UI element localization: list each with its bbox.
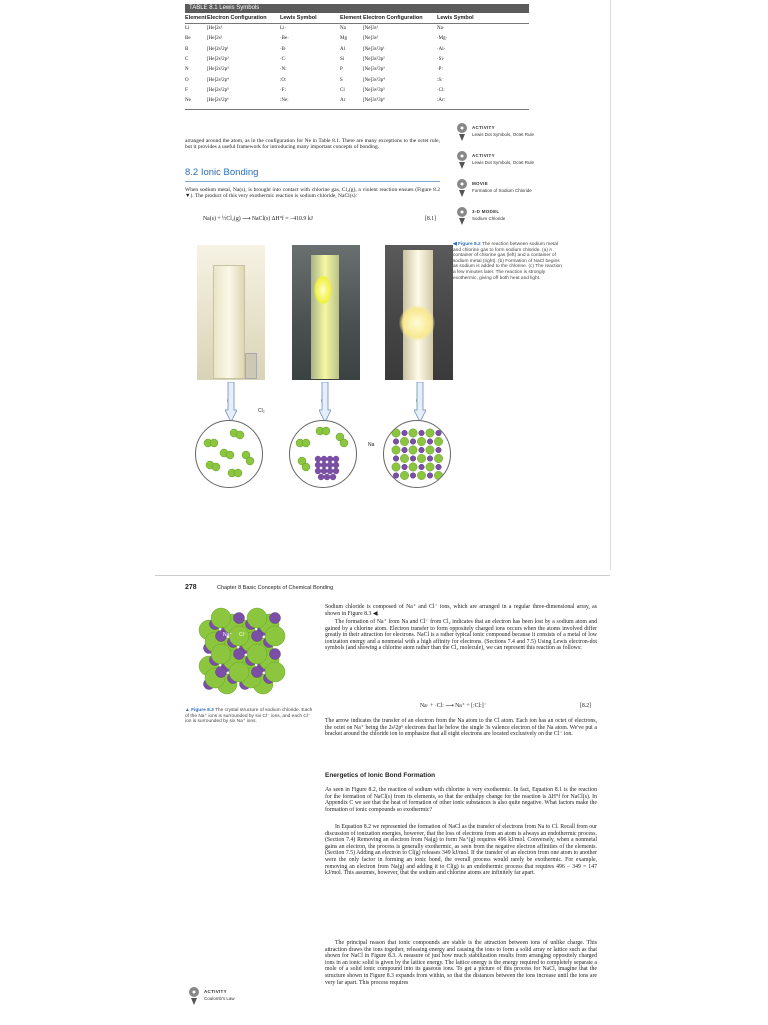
sodium-ion xyxy=(436,430,442,436)
sodium-ion xyxy=(436,447,442,453)
table-row xyxy=(185,35,529,44)
table-cell: Cl xyxy=(340,87,345,93)
chloride-ion xyxy=(400,471,408,479)
table-cell: [He]2s²2p⁶ xyxy=(207,98,229,104)
sidebar-kind: ACTIVITY xyxy=(472,125,495,130)
cd-icon xyxy=(455,178,469,198)
sodium-ion xyxy=(427,456,433,462)
table-cell: Na xyxy=(340,26,346,31)
table-cell: :O: xyxy=(280,77,287,83)
chloride-ion xyxy=(247,608,267,628)
sidebar-activity-coulomb[interactable] xyxy=(187,986,337,1010)
chloride-ion xyxy=(265,662,285,682)
zoom-arrow-icon xyxy=(414,382,426,422)
chloride-ion xyxy=(434,437,442,445)
table-header-cell: Electron Configuration xyxy=(363,15,423,21)
chloride-ion xyxy=(409,463,417,471)
equation-8-1: Na(s) + ½Cl₂(g) ⟶ NaCl(s) ΔH°f = −410.9 kJ xyxy=(203,216,313,222)
paragraph-1: Sodium chloride is composed of Na⁺ and Cl⁻ ions, which are arranged in a regular three-dimensional array, as shown in Figure 8.3 ◀. xyxy=(325,604,597,617)
table-cell: P xyxy=(340,67,343,73)
sidebar-title: Formation of Sodium Chloride xyxy=(472,188,532,193)
chloride-ion xyxy=(392,429,400,437)
sidebar-kind: ACTIVITY xyxy=(472,153,495,158)
chloride-ion xyxy=(392,463,400,471)
table-header-cell: Lewis Symbol xyxy=(280,15,317,21)
table-cell: ·Si· xyxy=(437,56,445,62)
sodium-ion xyxy=(252,667,263,678)
table-cell: ·Mg· xyxy=(437,36,448,42)
sidebar-activity-2[interactable] xyxy=(455,150,605,174)
chloride-ion xyxy=(247,644,267,664)
sodium-ion xyxy=(402,464,408,470)
figure-8-2-label: ◀ Figure 8.2 xyxy=(453,242,481,247)
table-header-cell: Element xyxy=(340,15,362,21)
paragraph-3: The arrow indicates the transfer of an electron from the Na atom to the Cl atom. Each ion has an octet of electrons, the octet on Na⁺ being the 2s²2p⁶ electrons that lie below the single 3s valence electron of the Na atom. We've put a bracket around the chloride ion to emphasize that all eight electrons are located exclusively on the Cl⁻ ion. xyxy=(325,718,597,738)
paragraph-6: The principal reason that ionic compounds are stable is the attraction between ions of unlike charge. This attraction draws the ions together, releasing energy and causing the ions to form a solid array or lattice such as that shown for NaCl in Figure 8.3. A measure of just how much stabilization results from arranging oppositely charged ions in an ionic solid is given by the lattice energy. The lattice energy is the energy required to completely separate a mole of a solid ionic compound into its gaseous ions. To get a picture of this process for NaCl, imagine that the structure shown in Figure 8.3 expands from within, so that the distances between the ions increase until the ions are very far apart. This process requires xyxy=(325,940,597,986)
table-cell: ·C· xyxy=(280,56,287,62)
table-header-cell: Lewis Symbol xyxy=(437,15,474,21)
table-row xyxy=(185,77,529,86)
table-cell: S xyxy=(340,77,343,83)
section-paragraph: When sodium metal, Na(s), is brought into contact with chlorine gas, Cl₂(g), a violent reaction ensues (Figure 8.2 ▼). The product of this very exothermic reaction is sodium chloride, NaCl(s): xyxy=(185,187,440,200)
table-row xyxy=(185,87,529,96)
section-title: 8.2 Ionic Bonding xyxy=(185,167,259,178)
table-cell: [He]2s²2p¹ xyxy=(207,46,229,52)
sidebar-title: Lewis Dot Symbols, Octet Rule xyxy=(472,160,535,165)
sodium-ion xyxy=(410,439,416,445)
cl2-label: Cl₂ xyxy=(258,408,265,414)
sidebar-3d-model[interactable] xyxy=(455,206,605,230)
sodium-ion xyxy=(410,456,416,462)
table-cell: Na· xyxy=(437,26,445,31)
table-cell: ·N: xyxy=(280,67,287,73)
sodium-ion xyxy=(402,430,408,436)
table-cell: ·Cl: xyxy=(437,87,445,93)
intro-paragraph: arranged around the atom, as in the configuration for Ne in Table 8.1. There are many exceptions to the octet rule, but it provides a useful framework for introducing many important concepts of bonding. xyxy=(185,138,440,151)
figure-8-3-caption xyxy=(185,708,315,725)
cd-icon xyxy=(455,206,469,226)
table-cell: Ar xyxy=(340,98,346,104)
paragraph-2: The formation of Na⁺ from Na and Cl⁻ from Cl₂ indicates that an electron has been lost by a sodium atom and gained by a chlorine atom. Electron transfer to form oppositely charged ions occurs when the atoms involved differ greatly in their attraction for electrons. NaCl is a rather typical ionic compound because it consists of a metal of low ionization energy and a nonmetal with a high affinity for electrons. (Sections 7.4 and 7.5) Using Lewis electron-dot symbols (and showing a chlorine atom rather than the Cl₂ molecule), we can represent this reaction as follows: xyxy=(325,619,597,652)
table-cell: Si xyxy=(340,56,345,62)
chloride-ion xyxy=(426,429,434,437)
glass-cylinder xyxy=(311,255,339,379)
table-cell: [He]2s²2p² xyxy=(207,56,229,62)
chloride-ion xyxy=(229,662,249,682)
table-cell: :S: xyxy=(437,77,443,83)
photo-a xyxy=(197,245,265,380)
page-number: 278 xyxy=(185,584,197,591)
chloride-ion xyxy=(434,454,442,462)
table-cell: Be xyxy=(185,36,191,42)
equation-8-2: Na· + ·Cl: ⟶ Na⁺ + [:Cl:]⁻ xyxy=(420,703,487,709)
table-cell: :Ar: xyxy=(437,98,446,104)
figure-8-2-text: The reaction between sodium metal and chlorine gas to form sodium chloride. (a) A container of chlorine gas (left) and a container of sodium metal (right). (b) Formation of NaCl begins as sodium is added to the chlorine. (c) The reaction a few minutes later. The reaction is strongly exothermic, giving off both heat and light. xyxy=(453,242,562,281)
sodium-ion xyxy=(419,447,425,453)
table-cell: [Ne]3s²3p⁶ xyxy=(363,98,385,104)
sodium-ion xyxy=(270,613,281,624)
sidebar-title: Lewis Dot Symbols, Octet Rule xyxy=(472,132,535,137)
sodium-ion xyxy=(393,439,399,445)
equation-number: [8.1] xyxy=(425,216,437,222)
cd-icon xyxy=(455,150,469,170)
glass-cylinder xyxy=(213,265,245,379)
zoom-arrow-icon xyxy=(319,382,331,422)
figure-8-2-caption xyxy=(453,242,563,281)
cl-ion-label: Cl⁻ xyxy=(239,632,247,638)
table-cell: ·P: xyxy=(437,67,443,73)
table-cell: Li xyxy=(185,26,190,31)
sodium-ion xyxy=(419,464,425,470)
cd-icon xyxy=(455,122,469,142)
table-row xyxy=(185,56,529,65)
chloride-ion xyxy=(409,429,417,437)
table-cell: Al xyxy=(340,46,345,52)
table-cell: Ne xyxy=(185,98,191,104)
sodium-ion xyxy=(393,473,399,479)
table-cell: B xyxy=(185,46,189,52)
chloride-ion xyxy=(265,626,285,646)
sodium-container xyxy=(245,353,257,379)
sodium-ion xyxy=(402,447,408,453)
table-cell: Li· xyxy=(280,26,287,31)
nacl-crystal-figure xyxy=(195,606,295,706)
chloride-ion xyxy=(417,437,425,445)
molecular-view-a xyxy=(195,420,263,488)
table-header-cell: Element xyxy=(185,15,207,21)
reaction-glow xyxy=(399,305,435,341)
running-head: Chapter 8 Basic Concepts of Chemical Bonding xyxy=(217,585,334,591)
table-cell: [Ne]3s²3p³ xyxy=(363,67,385,73)
sidebar-activity-1[interactable] xyxy=(455,122,605,146)
reaction-glow xyxy=(314,275,332,305)
equation-2-number: [8.2] xyxy=(580,703,592,709)
textbook-page-top xyxy=(155,0,611,570)
chloride-ion xyxy=(409,446,417,454)
sidebar-title: Coulomb's Law xyxy=(204,996,235,1001)
textbook-page-bottom xyxy=(155,575,610,1025)
figure-8-3-label: ▲ Figure 8.3 xyxy=(185,708,214,713)
table-row xyxy=(185,25,529,34)
chloride-ion xyxy=(211,644,231,664)
table-cell: [Ne]3s²3p⁵ xyxy=(363,87,385,93)
table-cell: [He]2s¹ xyxy=(207,26,223,31)
sidebar-kind: ACTIVITY xyxy=(204,989,227,994)
zoom-arrow-icon xyxy=(225,382,237,422)
paragraph-5: In Equation 8.2 we represented the formation of NaCl as the transfer of electrons from Na to Cl. Recall from our discussion of ionization energies, however, that the loss of electrons from an atom is always an endothermic process. (Section 7.4) Removing an electron from Na(g) to form Na⁺(g) requires 496 kJ/mol. Conversely, when a nonmetal gains an electron, the process is generally exothermic, as seen from the negative electron affinities of the elements. (Section 7.5) Adding an electron to Cl(g) releases 349 kJ/mol. If the transfer of an electron from one atom to another were the only factor in forming an ionic bond, the overall process would rarely be exothermic. For example, removing an electron from Na(g) and adding it to Cl(g) is an endothermic process that requires 496 − 349 = 147 kJ/mol. This assumes, however, that the sodium and chlorine atoms are infinitely far apart. xyxy=(325,824,597,877)
table-cell: O xyxy=(185,77,189,83)
table-title: TABLE 8.1 Lewis Symbols xyxy=(185,4,529,13)
sodium-ion xyxy=(234,613,245,624)
photo-c xyxy=(385,245,453,380)
paragraph-4: As seen in Figure 8.2, the reaction of sodium with chlorine is very exothermic. In fact, Equation 8.1 is the reaction for the formation of NaCl(s) from its elements, so that the enthalpy change for the reaction is ΔH°f for NaCl(s). In Appendix C we see that the heat of formation of other ionic substances is also quite negative. What factors make the formation of ionic compounds so exothermic? xyxy=(325,787,597,813)
photo-b xyxy=(292,245,360,380)
table-cell: [Ne]3s²3p¹ xyxy=(363,46,385,52)
sodium-ion xyxy=(410,473,416,479)
cd-icon xyxy=(187,986,201,1006)
table-cell: [He]2s² xyxy=(207,36,223,42)
chloride-ion xyxy=(417,471,425,479)
table-header-row xyxy=(185,14,529,24)
table-cell: [Ne]3s² xyxy=(363,36,379,42)
chloride-ion xyxy=(426,446,434,454)
chloride-ion xyxy=(392,446,400,454)
table-row xyxy=(185,97,529,106)
chloride-ion xyxy=(434,471,442,479)
sodium-ion xyxy=(216,667,227,678)
table-cell: [Ne]3s¹ xyxy=(363,26,379,31)
table-cell: ·F: xyxy=(280,87,286,93)
na-ion-label: Na⁺ xyxy=(223,632,233,638)
chloride-ion xyxy=(426,463,434,471)
na-label: Na xyxy=(368,442,375,448)
section-rule xyxy=(185,181,440,182)
sidebar-kind: 3-D MODEL xyxy=(472,209,500,214)
table-cell: [He]2s²2p⁴ xyxy=(207,77,229,83)
sidebar-title: Sodium Chloride xyxy=(472,216,506,221)
sodium-ion xyxy=(427,439,433,445)
table-bottom-rule xyxy=(185,109,529,110)
table-cell: [He]2s²2p³ xyxy=(207,67,229,73)
table-cell: :Ne: xyxy=(280,98,289,104)
chloride-ion xyxy=(417,454,425,462)
sodium-ion xyxy=(252,631,263,642)
table-row xyxy=(185,66,529,75)
sodium-ion xyxy=(436,464,442,470)
table-row xyxy=(185,46,529,55)
sidebar-movie[interactable] xyxy=(455,178,605,202)
chloride-ion xyxy=(400,454,408,462)
molecular-view-c xyxy=(383,420,451,488)
subheading: Energetics of Ionic Bond Formation xyxy=(325,772,436,779)
sidebar-kind: MOVIE xyxy=(472,181,489,186)
sodium-ion xyxy=(393,456,399,462)
table-cell: N xyxy=(185,67,189,73)
sodium-ion xyxy=(427,473,433,479)
sodium-ion xyxy=(419,430,425,436)
chloride-ion xyxy=(400,437,408,445)
table-cell: ·Be· xyxy=(280,36,289,42)
table-cell: ·Al· xyxy=(437,46,446,52)
sodium-ion xyxy=(234,649,245,660)
table-header-cell: Electron Configuration xyxy=(207,15,267,21)
table-cell: C xyxy=(185,56,189,62)
sodium-ion xyxy=(270,649,281,660)
table-cell: [Ne]3s²3p² xyxy=(363,56,385,62)
molecular-view-b xyxy=(289,420,357,488)
figure-8-3-text: The crystal structure of sodium chloride. Each of the Na⁺ ions is surrounded by six Cl⁻ ions, and each Cl⁻ ion is surrounded by six Na⁺ ions. xyxy=(185,708,313,725)
table-cell: [He]2s²2p⁵ xyxy=(207,87,229,93)
table-cell: F xyxy=(185,87,188,93)
table-cell: ·B· xyxy=(280,46,287,52)
table-cell: Mg xyxy=(340,36,347,42)
table-cell: [Ne]3s²3p⁴ xyxy=(363,77,385,83)
chloride-ion xyxy=(211,608,231,628)
